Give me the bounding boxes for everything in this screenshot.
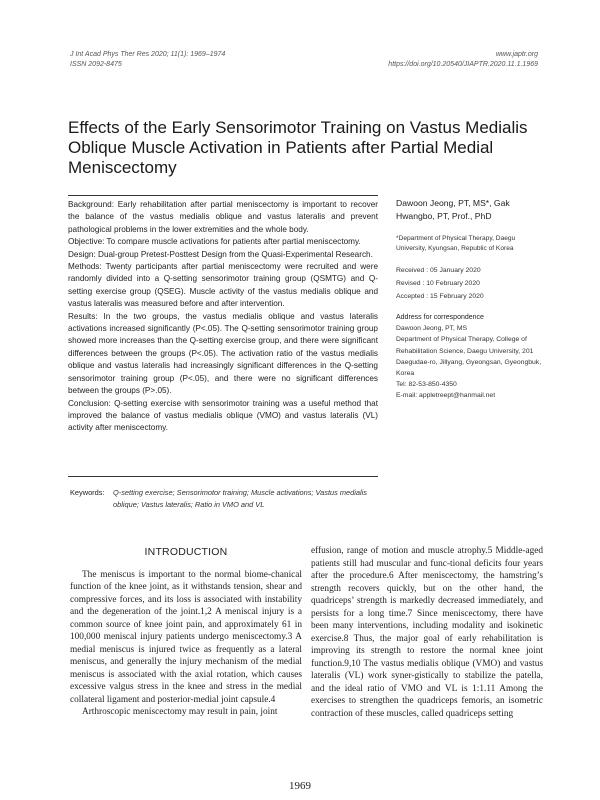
- abstract-box: [68, 195, 378, 477]
- body-column-left: [70, 546, 302, 719]
- journal-header-right: [388, 50, 538, 70]
- abstract-methods: Methods: Twenty participants after partial meniscectomy were recruited and were randomly divided into a Q-setting sensorimotor training group (QSMTG) and Q-setting exercise group (QSEG). Muscle activity of the vastus medialis oblique and vastus lateralis was measured before and after intervention.: [68, 262, 378, 309]
- abstract-results: Results: In the two groups, the vastus medialis oblique and vastus lateralis activations increased significantly (P<.05). The Q-setting sensorimotor training group showed more increases than the Q-setting exercise group, and there were significant differences between the groups (P<.05). The activation ratio of the vastus medialis oblique and vastus lateralis had increasingly significant differences in the Q-setting sensorimotor training group (P<.05), and there were no significant differences between the groups (P>.05).: [68, 311, 378, 396]
- correspondence-name: Dawoon Jeong, PT, MS: [396, 325, 468, 333]
- revised-date: Revised : 10 February 2020: [396, 280, 480, 288]
- journal-website-link[interactable]: www.japtr.org: [495, 51, 538, 58]
- keywords-label: Keywords:: [70, 488, 105, 497]
- correspondence-details: [396, 323, 544, 401]
- correspondence-title: Address for correspondence: [396, 314, 484, 322]
- abstract-conclusion: Conclusion: Q-setting exercise with sensorimotor training was a useful method that improved the balance of vastus medialis oblique (VMO) and vastus lateralis (VL) activity after meniscectomy.: [68, 398, 378, 433]
- received-date: Received : 05 January 2020: [396, 267, 481, 275]
- journal-header-left: [70, 50, 225, 70]
- author-info: [396, 197, 544, 402]
- correspondence-tel: Tel: 82-53-850-4350: [396, 381, 457, 389]
- author-affiliation: *Department of Physical Therapy, Daegu University, Kyungsan, Republic of Korea: [396, 235, 516, 253]
- body-column-right: [311, 545, 543, 720]
- abstract-background: Background: Early rehabilitation after partial meniscectomy is important to recover the balance of the vastus medialis oblique and vastus lateralis and prevent pathological problems in the lower extremities and the whole body.: [68, 200, 378, 234]
- page-number: 1969: [289, 780, 311, 792]
- body-paragraph: Arthroscopic meniscectomy may result in pain, joint: [82, 707, 278, 717]
- journal-citation: J Int Acad Phys Ther Res 2020; 11(1): 1969–1974: [70, 51, 226, 58]
- author-names: Dawoon Jeong, PT, MS*, Gak Hwangbo, PT, Prof., PhD: [396, 198, 510, 221]
- correspondence-email[interactable]: E-mail: appletreept@hanmail.net: [396, 392, 496, 400]
- section-title-introduction: INTRODUCTION: [144, 546, 228, 558]
- journal-issn: ISSN 2092-8475: [70, 61, 122, 68]
- body-paragraph: effusion, range of motion and muscle atrophy.5 Middle-aged patients still had muscular and func-tional deficits four years after the procedure.6 After meniscectomy, the hamstring’s strength recovers quickly, but on the other hand, the quadriceps’ strength is markedly decreased immediately, and persists for a long time.7 Since meniscectomy, there have been many interventions, including modality and isokinetic exercise.8 Thus, the major goal of early rehabilitation is improving its strength to restore the normal knee joint function.9,10 The vastus medialis oblique (VMO) and vastus lateralis (VL) work syner-gistically to stabilize the patella, and the ideal ratio of VMO and VL is 1:1.11 Among the exercises to strengthen the quadriceps femoris, an isometric contraction of these muscles, called quadriceps setting: [311, 546, 543, 719]
- paper-title: Effects of the Early Sensorimotor Training on Vastus Medialis Oblique Muscle Activation in Patients after Partial Medial Meniscectomy: [68, 118, 528, 177]
- keywords-list: Q-setting exercise; Sensorimotor training; Muscle activations; Vastus medialis oblique; Vastus lateralis; Ratio in VMO and VL: [113, 488, 367, 509]
- body-paragraph: The meniscus is important to the normal biome-chanical function of the knee joint, as it withstands tension, shear and compressive forces, and its loss is associated with instability and the degeneration of the joint.1,2 A meniscal injury is a common source of knee joint pain, and approximately 61 in 100,000 meniscal injury patients undergo meniscectomy.3 A medial meniscus is injured twice as frequently as a lateral meniscus, and generally the injury mechanism of the medial meniscus is associated with the axial rotation, which causes excessive valgus stress in the knee and stress in the medial collateral ligament and posterior-medial joint capsule.4: [70, 569, 302, 705]
- correspondence-department: Department of Physical Therapy, College of Rehabilitation Science, Daegu University, 201 Daegudae-ro, Jillyang, Gyeongsan, Gyeongbuk, Korea: [396, 336, 542, 377]
- article-dates: [396, 264, 544, 303]
- accepted-date: Accepted : 15 February 2020: [396, 293, 484, 301]
- doi-link[interactable]: https://doi.org/10.20540/JIAPTR.2020.11.1.1969: [388, 61, 538, 68]
- abstract-objective: Objective: To compare muscle activations for patients after partial meniscectomy.: [68, 237, 361, 247]
- abstract-design: Design: Dual-group Pretest-Posttest Design from the Quasi-Experimental Research.: [68, 249, 373, 259]
